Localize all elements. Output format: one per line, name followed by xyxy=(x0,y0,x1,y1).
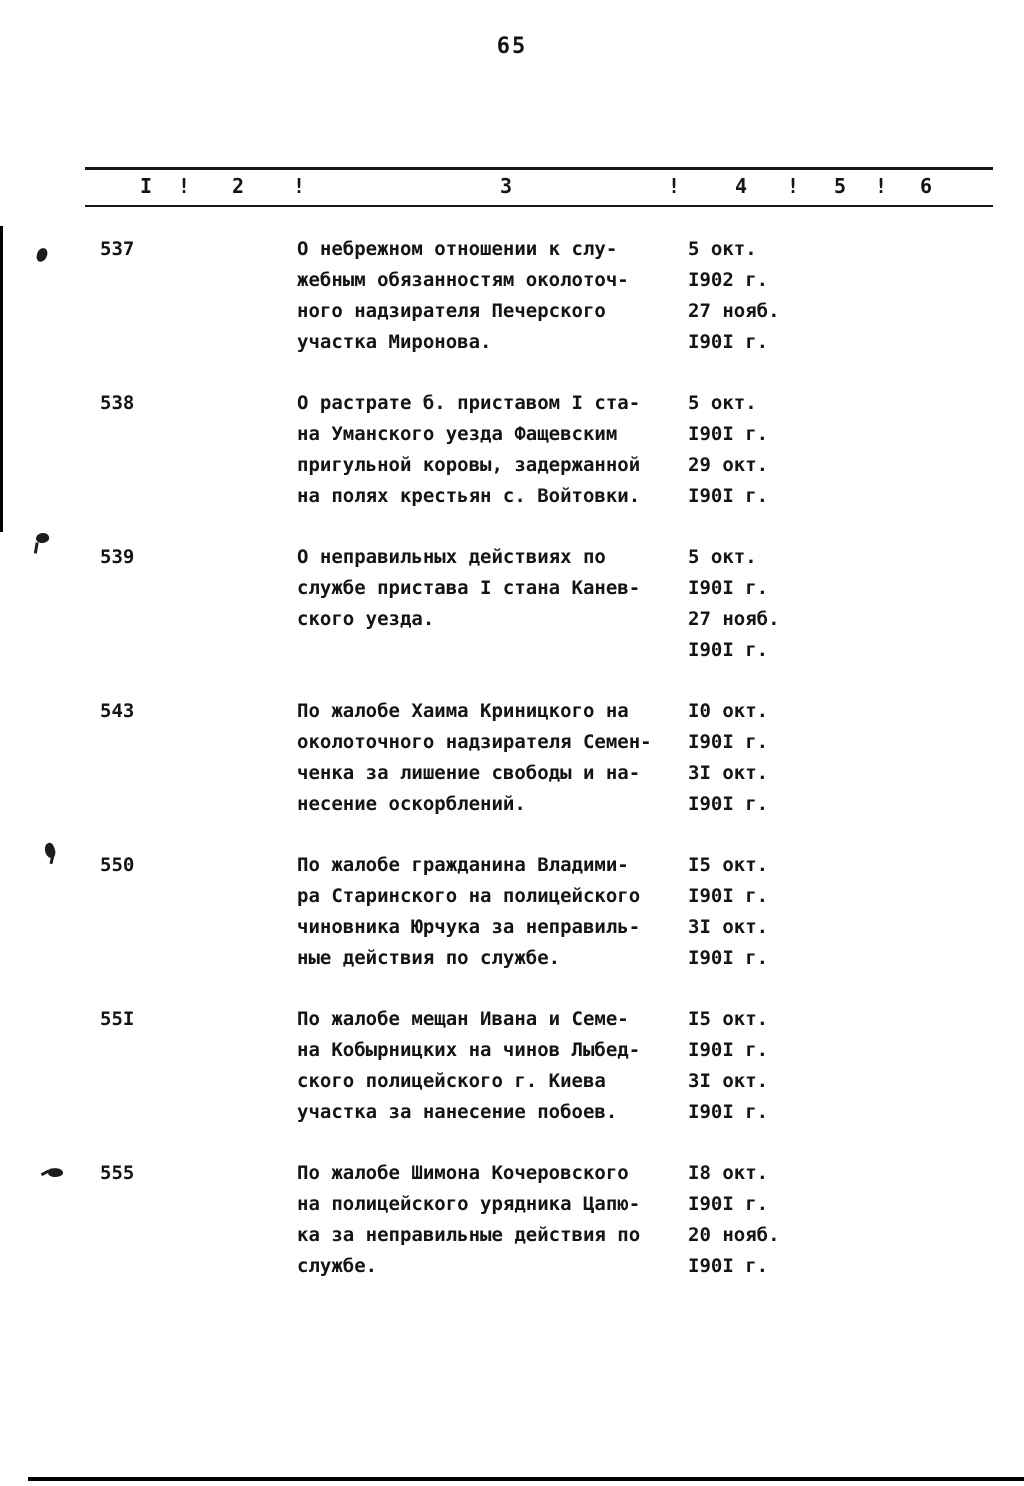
page-number: 65 xyxy=(496,34,528,59)
entry-dates xyxy=(688,1004,1024,1128)
date-line: 27 нояб. xyxy=(688,608,780,630)
description-line: О неправильных действиях по xyxy=(297,546,606,568)
table-header-sep: ! xyxy=(668,174,681,198)
table-rule-top xyxy=(85,167,993,170)
description-line: на полях крестьян с. Войтовки. xyxy=(297,485,641,507)
table-row xyxy=(100,1158,1024,1282)
date-line: 3I окт. xyxy=(688,762,769,784)
table-header-col5: 5 xyxy=(834,174,847,198)
table-row xyxy=(100,696,1024,820)
description-line: участка за нанесение побоев. xyxy=(297,1101,618,1123)
table-header-sep: ! xyxy=(178,174,191,198)
date-line: 29 окт. xyxy=(688,454,769,476)
entry-description xyxy=(297,1158,688,1282)
description-line: на полицейского урядника Цапю- xyxy=(297,1193,641,1215)
date-line: 3I окт. xyxy=(688,1070,769,1092)
table-header-col6: 6 xyxy=(920,174,933,198)
description-line: О небрежном отношении к слу- xyxy=(297,238,618,260)
entry-description xyxy=(297,850,688,974)
table-header-sep: ! xyxy=(875,174,888,198)
description-line: ского уезда. xyxy=(297,608,435,630)
date-line: I90I г. xyxy=(688,485,769,507)
table-row xyxy=(100,234,1024,358)
description-line: ченка за лишение свободы и на- xyxy=(297,762,641,784)
description-line: жебным обязанностям околоточ- xyxy=(297,269,629,291)
description-line: ка за неправильные действия по xyxy=(297,1224,641,1246)
date-line: 5 окт. xyxy=(688,546,757,568)
entry-description xyxy=(297,542,688,666)
table-header-col4: 4 xyxy=(735,174,748,198)
entry-number: 538 xyxy=(100,392,135,414)
entry-description xyxy=(297,696,688,820)
date-line: I8 окт. xyxy=(688,1162,769,1184)
entry-dates xyxy=(688,696,1024,820)
table-row xyxy=(100,850,1024,974)
table-body xyxy=(0,234,1024,1312)
table-rule-bottom xyxy=(85,205,993,207)
description-line: О растрате б. приставом I ста- xyxy=(297,392,641,414)
description-line: ного надзирателя Печерского xyxy=(297,300,606,322)
date-line: I90I г. xyxy=(688,1193,769,1215)
entry-number: 543 xyxy=(100,700,135,722)
description-line: пригульной коровы, задержанной xyxy=(297,454,641,476)
description-line: на Кобырницких на чинов Лыбед- xyxy=(297,1039,641,1061)
entry-description xyxy=(297,1004,688,1128)
table-header-sep: ! xyxy=(293,174,306,198)
date-line: I90I г. xyxy=(688,639,769,661)
date-line: I0 окт. xyxy=(688,700,769,722)
date-line: I90I г. xyxy=(688,331,769,353)
entry-description xyxy=(297,388,688,512)
entry-dates xyxy=(688,850,1024,974)
description-line: ра Старинского на полицейского xyxy=(297,885,641,907)
entry-number: 539 xyxy=(100,546,135,568)
description-line: несение оскорблений. xyxy=(297,793,526,815)
description-line: околоточного надзирателя Семен- xyxy=(297,731,652,753)
entry-description xyxy=(297,234,688,358)
description-line: ные действия по службе. xyxy=(297,947,561,969)
table-header-col1: I xyxy=(140,174,153,198)
date-line: I90I г. xyxy=(688,793,769,815)
description-line: По жалобе Хаима Криницкого на xyxy=(297,700,629,722)
table-row xyxy=(100,388,1024,512)
date-line: I902 г. xyxy=(688,269,769,291)
table-header-col2: 2 xyxy=(232,174,245,198)
date-line: I90I г. xyxy=(688,885,769,907)
date-line: I90I г. xyxy=(688,423,769,445)
entry-number: 550 xyxy=(100,854,135,876)
date-line: I90I г. xyxy=(688,577,769,599)
description-line: участка Миронова. xyxy=(297,331,492,353)
description-line: на Уманского уезда Фащевским xyxy=(297,423,618,445)
date-line: I5 окт. xyxy=(688,854,769,876)
date-line: 5 окт. xyxy=(688,238,757,260)
date-line: 3I окт. xyxy=(688,916,769,938)
date-line: I90I г. xyxy=(688,1255,769,1277)
date-line: I90I г. xyxy=(688,731,769,753)
description-line: По жалобе гражданина Владими- xyxy=(297,854,629,876)
table-header-sep: ! xyxy=(787,174,800,198)
table-header-col3: 3 xyxy=(500,174,513,198)
table-row xyxy=(100,1004,1024,1128)
entry-number: 555 xyxy=(100,1162,135,1184)
entry-dates xyxy=(688,542,1024,666)
scan-artifact-left-edge xyxy=(0,226,3,532)
date-line: I90I г. xyxy=(688,947,769,969)
table-row xyxy=(100,542,1024,666)
description-line: чиновника Юрчука за неправиль- xyxy=(297,916,641,938)
description-line: По жалобе мещан Ивана и Семе- xyxy=(297,1008,629,1030)
date-line: 20 нояб. xyxy=(688,1224,780,1246)
date-line: I5 окт. xyxy=(688,1008,769,1030)
description-line: По жалобе Шимона Кочеровского xyxy=(297,1162,629,1184)
entry-dates xyxy=(688,388,1024,512)
entry-dates xyxy=(688,234,1024,358)
entry-number: 537 xyxy=(100,238,135,260)
date-line: I90I г. xyxy=(688,1039,769,1061)
entry-number: 55I xyxy=(100,1008,135,1030)
scan-artifact-bottom-edge xyxy=(28,1477,1024,1481)
date-line: 5 окт. xyxy=(688,392,757,414)
date-line: I90I г. xyxy=(688,1101,769,1123)
description-line: службе пристава I стана Канев- xyxy=(297,577,641,599)
description-line: ского полицейского г. Киева xyxy=(297,1070,606,1092)
description-line: службе. xyxy=(297,1255,378,1277)
entry-dates xyxy=(688,1158,1024,1282)
date-line: 27 нояб. xyxy=(688,300,780,322)
